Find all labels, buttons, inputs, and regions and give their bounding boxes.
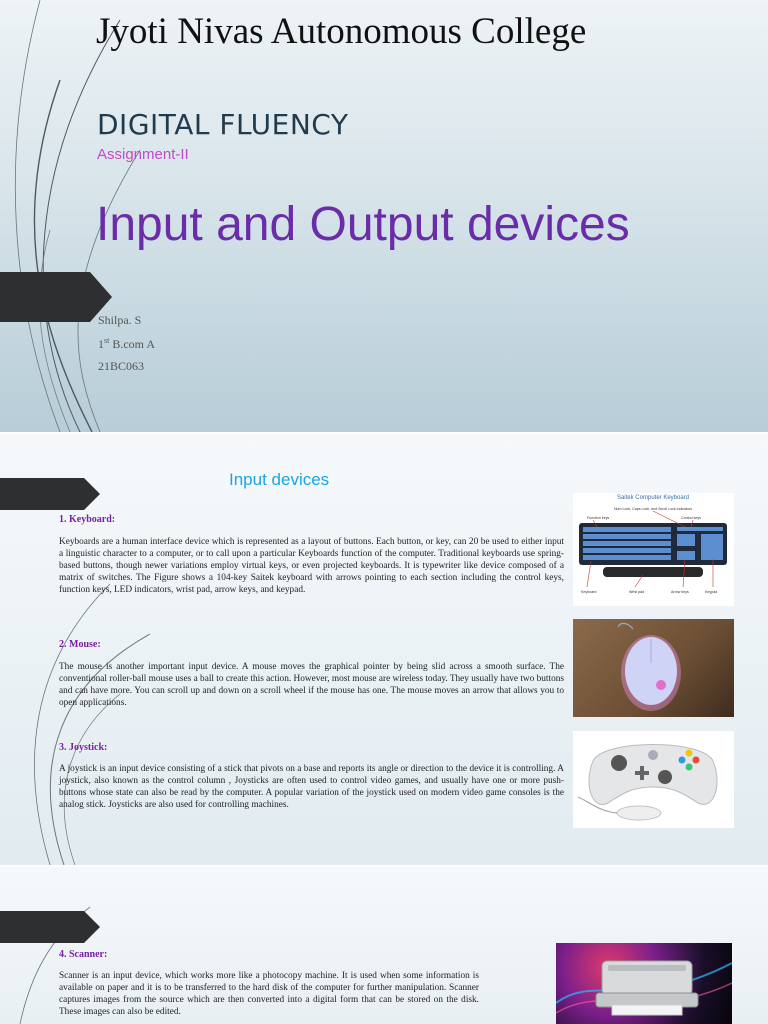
course-title: DIGITAL FLUENCY <box>97 108 349 141</box>
scanner-heading: 4. Scanner: <box>59 949 108 960</box>
keyboard-figure-label: Num Lock, Caps Lock, and Scroll Lock indicators <box>613 507 693 511</box>
keyboard-figure-label: Wrist pad <box>629 590 645 594</box>
mouse-image <box>573 619 734 717</box>
college-name: Jyoti Nivas Autonomous College <box>96 11 587 52</box>
presentation-title: Input and Output devices <box>96 198 630 251</box>
section-tab-marker <box>0 478 100 510</box>
input-devices-slide <box>0 434 768 865</box>
keyboard-figure-label: Function keys <box>587 516 610 520</box>
mouse-paragraph: The mouse is another important input device. A mouse moves the graphical pointer by being slid across a smooth surface. The conventional roller-ball mouse uses a ball to create this action. However, most mouse are wireless today. They usually have two buttons and can have more. You can scroll up and down on a scroll wheel if the mouse has one. The mouse moves an arrow that allows you to open applications. <box>59 662 564 708</box>
keyboard-image <box>573 493 734 606</box>
keyboard-figure-label: Keypad <box>705 590 718 594</box>
keyboard-figure-label: Control keys <box>681 516 701 520</box>
keyboard-figure-label: Keyboard <box>581 590 597 594</box>
assignment-label: Assignment-II <box>97 146 189 163</box>
title-tab-marker <box>0 272 112 322</box>
scanner-paragraph: Scanner is an input device, which works more like a photocopy machine. It is used when some information is available on paper and it is to be transferred to the hard disk of the computer for further manipulation. Scanner captures images from the source which are then converted into a digital form that can be stored on the disk. These images can also be edited. <box>59 971 479 1017</box>
scanner-image <box>556 943 732 1024</box>
student-class: 1st B.com A <box>98 336 156 351</box>
joystick-image <box>573 731 734 828</box>
keyboard-heading: 1. Keyboard: <box>59 514 116 525</box>
section-tab-marker <box>0 911 100 943</box>
scanner-slide <box>0 867 768 1024</box>
keyboard-paragraph: Keyboards are a human interface device which is represented as a layout of buttons. Each button, or key, can 20 be used to either input a linguistic character to a computer, or to call upon a particular Keyboards function of the computer. Traditional keyboards use spring-based buttons, though newer variations employ virtual keys, or even projected keyboards. It is typewriter like device composed of a matrix of switches. The Figure shows a 104-key Saitek keyboard with arrows pointing to each section including the control keys, function keys, LED indicators, wrist pad, arrow keys, and keypad. <box>59 537 564 595</box>
mouse-heading: 2. Mouse: <box>59 639 101 650</box>
keyboard-figure-label: Arrow keys <box>671 590 689 594</box>
student-roll-number: 21BC063 <box>98 359 145 373</box>
joystick-paragraph: A joystick is an input device consisting of a stick that pivots on a base and reports its angle or direction to the device it is controlling. A joystick, also known as the control column , Joysticks are often used to control video games, and usually have one or more push-buttons whose state can also be read by the computer. A popular variation of the joystick used on modern video game consoles is the analog stick. Joysticks are also used for controlling machines. <box>59 764 564 810</box>
section-heading: Input devices <box>229 470 330 489</box>
student-name: Shilpa. S <box>98 313 142 327</box>
joystick-heading: 3. Joystick: <box>59 742 108 753</box>
cover-slide <box>0 0 768 432</box>
keyboard-figure-title: Saitek Computer Keyboard <box>616 495 690 501</box>
